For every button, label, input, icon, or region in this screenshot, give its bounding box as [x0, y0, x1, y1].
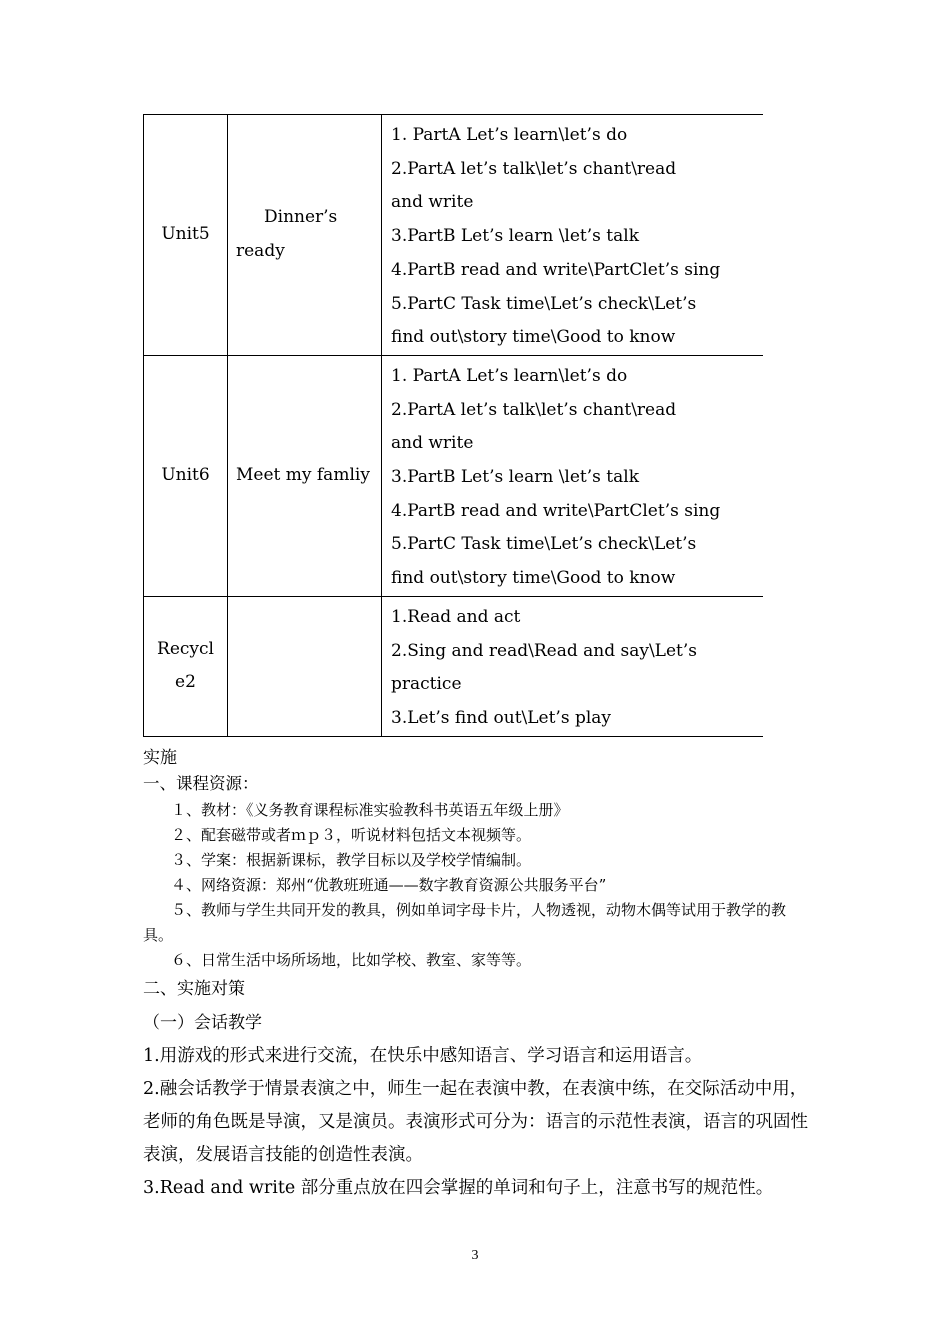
- content-line: 5.PartC Task time\Let’s check\Let’s: [391, 534, 697, 555]
- table-row: [144, 115, 764, 356]
- section-heading-implement: 实施: [143, 748, 177, 768]
- content-line: 1. PartA Let’s learn\let’s do: [391, 125, 628, 145]
- unit-plan-table: [143, 114, 763, 737]
- strategy-sub-heading: （一）会话教学: [143, 1013, 262, 1033]
- content-line: and write: [391, 192, 474, 213]
- table-row: [144, 355, 764, 596]
- content-line: 3.PartB Let’s learn \let’s talk: [391, 226, 640, 247]
- list-item: ２、配套磁带或者ｍｐ３，听说材料包括文本视频等。: [171, 826, 532, 844]
- unit-title-cell: Dinner’s ready: [228, 115, 382, 356]
- list-item: ６、日常生活中场所场地，比如学校、教室、家等等。: [171, 951, 532, 969]
- resources-list: [143, 798, 813, 973]
- content-line: 3.PartB Let’s learn \let’s talk: [391, 467, 640, 488]
- list-item: ３、学案：根据新课标，教学目标以及学校学情编制。: [171, 851, 532, 869]
- content-cell: [382, 115, 764, 356]
- unit-title-cell: [228, 596, 382, 736]
- content-cell: [382, 355, 764, 596]
- unit-cell: Unit5: [144, 115, 228, 356]
- content-line: 2.PartA let’s talk\let’s chant\read: [391, 399, 677, 420]
- table-row: [144, 596, 764, 736]
- content-line: 2.Sing and read\Read and say\Let’s: [391, 640, 697, 661]
- content-line: 2.PartA let’s talk\let’s chant\read: [391, 158, 677, 179]
- content-line: practice: [391, 674, 462, 695]
- list-item: 1.用游戏的形式来进行交流，在快乐中感知语言、学习语言和运用语言。: [143, 1046, 703, 1066]
- content-line: 1. PartA Let’s learn\let’s do: [391, 365, 628, 386]
- list-item: ５、教师与学生共同开发的教具，例如单词字母卡片，人物透视，动物木偶等试用于教学的教具。: [143, 901, 787, 944]
- content-line: 4.PartB read and write\PartClet’s sing: [391, 259, 721, 280]
- content-line: 5.PartC Task time\Let’s check\Let’s: [391, 293, 697, 314]
- content-line: 4.PartB read and write\PartClet’s sing: [391, 500, 721, 521]
- content-cell: [382, 596, 764, 736]
- content-line: find out\story time\Good to know: [391, 327, 676, 348]
- content-line: find out\story time\Good to know: [391, 568, 676, 589]
- list-item: １、教材：《义务教育课程标准实验教科书英语五年级上册》: [171, 801, 569, 819]
- unit-cell: Unit6: [144, 355, 228, 596]
- list-item: ４、网络资源：郑州“优教班班通——数字教育资源公共服务平台”: [171, 876, 607, 894]
- page-number: 3: [471, 1248, 479, 1263]
- content-line: and write: [391, 433, 474, 454]
- list-item: 3.Read and write 部分重点放在四会掌握的单词和句子上，注意书写的规范性。: [143, 1178, 774, 1198]
- unit-title-cell: Meet my famliy: [228, 355, 382, 596]
- strategy-list: [143, 1040, 813, 1205]
- resources-heading: 一、课程资源：: [143, 774, 259, 793]
- content-line: 1.Read and act: [391, 606, 521, 627]
- list-item: 2.融会话教学于情景表演之中，师生一起在表演中教，在表演中练，在交际活动中用，老师的角色既是导演，又是演员。表演形式可分为：语言的示范性表演，语言的巩固性表演，发展语言技能的创造性表演。: [143, 1079, 808, 1165]
- strategy-heading: 二、实施对策: [143, 979, 245, 999]
- content-line: 3.Let’s find out\Let’s play: [391, 707, 612, 728]
- unit-cell: Recycle2: [144, 596, 228, 736]
